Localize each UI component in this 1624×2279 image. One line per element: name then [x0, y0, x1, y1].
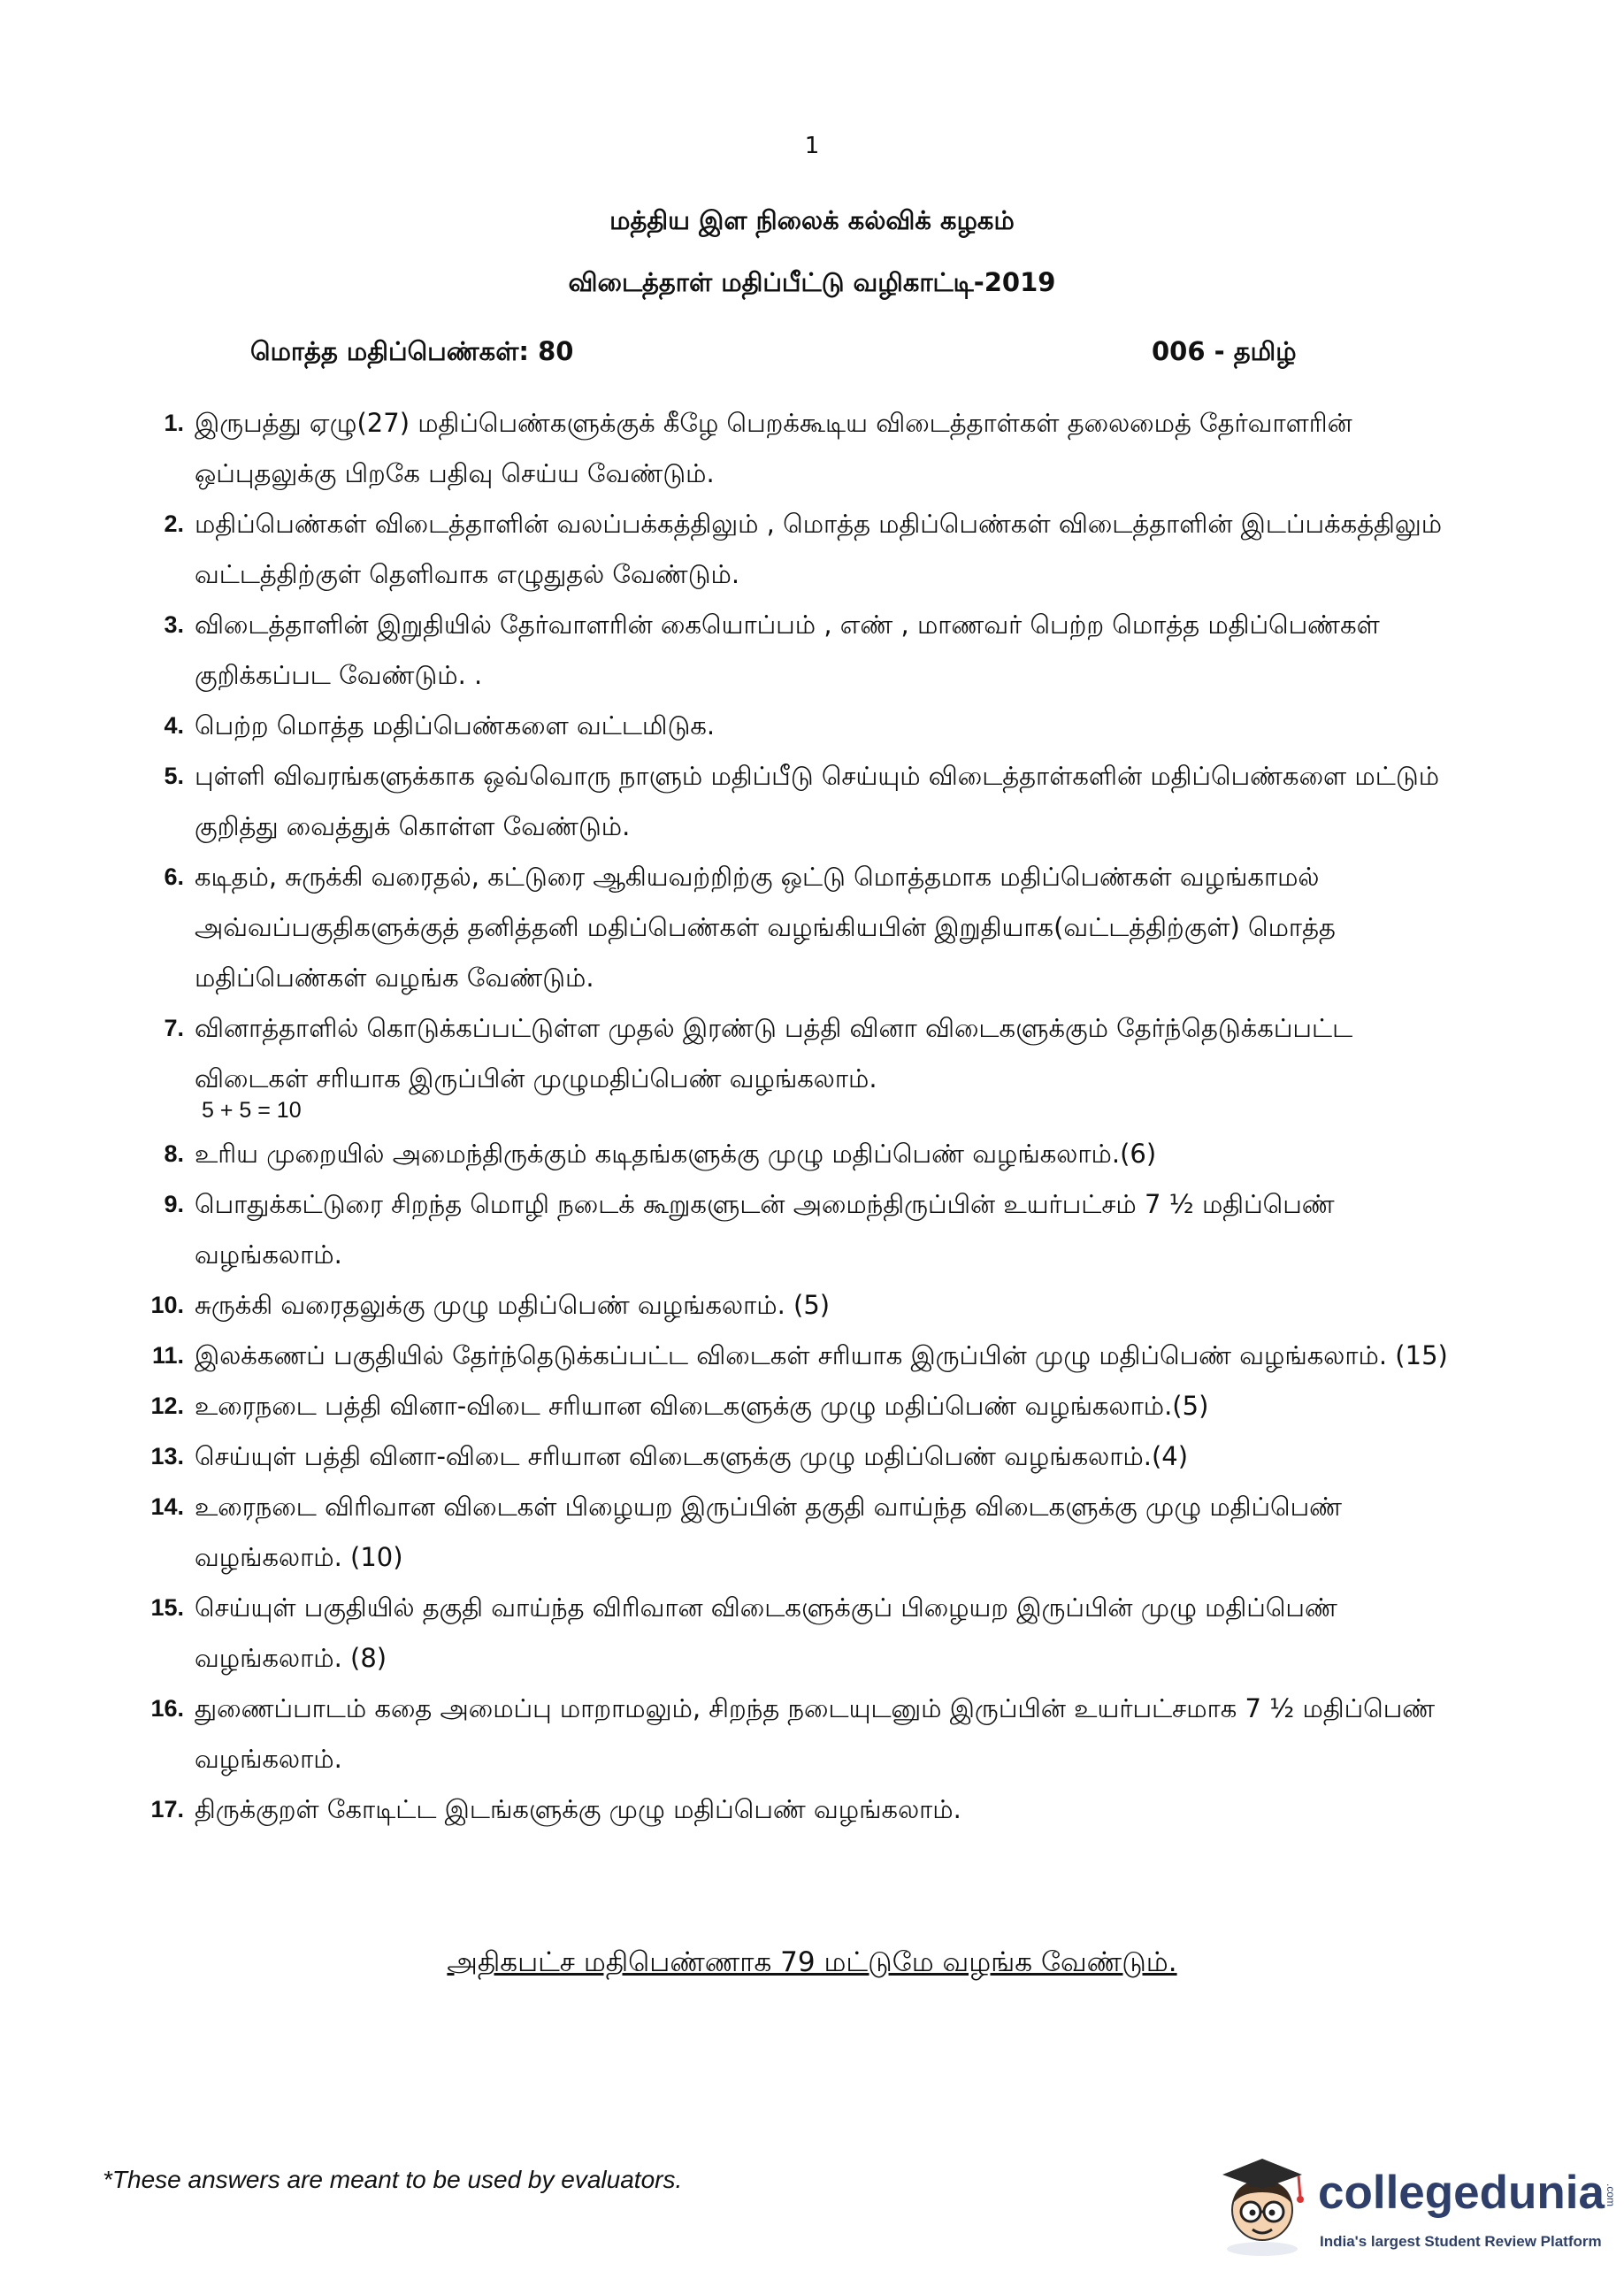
rule-text: உரிய முறையில் அமைந்திருக்கும் கடிதங்களுக்கு முழு மதிப்பெண் வழங்கலாம்.(6) [195, 1139, 1157, 1169]
rule-number: 17. [150, 1796, 184, 1822]
total-marks: மொத்த மதிப்பெண்கள்: 80 [250, 336, 574, 366]
rule-marks-breakdown: 5 + 5 = 10 [202, 1098, 302, 1123]
max-marks-note: அதிகபட்ச மதிபெண்ணாக 79 மட்டுமே வழங்க வேண்டும். [447, 1946, 1177, 1978]
logo-dotcom: .com [1605, 2183, 1617, 2207]
list-item [142, 1280, 1468, 1331]
list-item [142, 398, 1468, 499]
list-item [142, 751, 1468, 852]
rule-text: பெற்ற மொத்த மதிப்பெண்களை வட்டமிடுக. [195, 710, 716, 740]
list-item [142, 1431, 1468, 1482]
rule-text: திருக்குறள் கோடிட்ட இடங்களுக்கு முழு மதிப்பெண் வழங்கலாம். [195, 1794, 961, 1824]
list-item [142, 1003, 1468, 1124]
rule-text: கடிதம், சுருக்கி வரைதல், கட்டுரை ஆகியவற்றிற்கு ஒட்டு மொத்தமாக மதிப்பெண்கள் வழங்காமல் அவ்வப்பகுதிகளுக்குத் தனித்தனி மதிப்பெண்கள் வழங்கியபின் இறுதியாக(வட்டத்திற்குள்) மொத்த மதிப்பெண்கள் வழங்க வேண்டும். [195, 862, 1336, 993]
logo-tagline: India's largest Student Review Platform [1320, 2233, 1602, 2250]
rule-text: செய்யுள் பத்தி வினா-விடை சரியான விடைகளுக்கு முழு மதிப்பெண் வழங்கலாம்.(4) [195, 1441, 1189, 1471]
rule-number: 16. [150, 1695, 184, 1722]
list-item [142, 1583, 1468, 1684]
rule-number: 5. [164, 763, 184, 789]
rule-text: மதிப்பெண்கள் விடைத்தாளின் வலப்பக்கத்திலும் , மொத்த மதிப்பெண்கள் விடைத்தாளின் இடப்பக்கத்திலும் வட்டத்திற்குள் தெளிவாக எழுதுதல் வேண்டும். [195, 509, 1443, 589]
rule-number: 8. [164, 1140, 184, 1167]
rule-text: பொதுக்கட்டுரை சிறந்த மொழி நடைக் கூறுகளுடன் அமைந்திருப்பின் உயர்பட்சம் 7 ½ மதிப்பெண் வழங்கலாம். [195, 1189, 1335, 1270]
list-item [142, 499, 1468, 600]
organization-title: மத்திய இள நிலைக் கல்விக் கழகம் [609, 205, 1015, 235]
rule-text: சுருக்கி வரைதலுக்கு முழு மதிப்பெண் வழங்கலாம். (5) [195, 1290, 831, 1320]
list-item [142, 600, 1468, 701]
rule-text: உரைநடை விரிவான விடைகள் பிழையற இருப்பின் தகுதி வாய்ந்த விடைகளுக்கு முழு மதிப்பெண் வழங்கலாம். (10) [195, 1492, 1343, 1572]
subject-code: 006 - தமிழ் [1152, 336, 1297, 366]
list-item [142, 1179, 1468, 1280]
rule-number: 15. [150, 1594, 184, 1621]
rule-number: 6. [164, 863, 184, 890]
rule-text: துணைப்பாடம் கதை அமைப்பு மாறாமலும், சிறந்த நடையுடனும் இருப்பின் உயர்பட்சமாக 7 ½ மதிப்பெண் வழங்கலாம். [195, 1693, 1436, 1774]
rule-number: 12. [150, 1393, 184, 1419]
rule-text: விடைத்தாளின் இறுதியில் தேர்வாளரின் கையொப்பம் , எண் , மாணவர் பெற்ற மொத்த மதிப்பெண்கள் குறிக்கப்பட வேண்டும். . [195, 610, 1380, 690]
rule-number: 14. [150, 1493, 184, 1520]
rule-text: இலக்கணப் பகுதியில் தேர்ந்தெடுக்கப்பட்ட விடைகள் சரியாக இருப்பின் முழு மதிப்பெண் வழங்கலாம். (15) [195, 1340, 1448, 1370]
rule-text: உரைநடை பத்தி வினா-விடை சரியான விடைகளுக்கு முழு மதிப்பெண் வழங்கலாம்.(5) [195, 1391, 1209, 1421]
rule-text: செய்யுள் பகுதியில் தகுதி வாய்ந்த விரிவான விடைகளுக்குப் பிழையற இருப்பின் முழு மதிப்பெண் வழங்கலாம். (8) [195, 1592, 1337, 1673]
rules-list [142, 398, 1468, 1835]
rule-number: 7. [164, 1015, 184, 1041]
rule-text: இருபத்து ஏழு(27) மதிப்பெண்களுக்குக் கீழே பெறக்கூடிய விடைத்தாள்கள் தலைமைத் தேர்வாளரின் ஒப்புதலுக்கு பிறகே பதிவு செய்ய வேண்டும். [195, 408, 1352, 488]
page-number: 1 [804, 133, 820, 159]
rule-number: 10. [150, 1292, 184, 1318]
list-item [142, 1381, 1468, 1431]
evaluator-footnote: *These answers are meant to be used by evaluators. [103, 2166, 683, 2193]
rule-number: 3. [164, 611, 184, 638]
document-title: விடைத்தாள் மதிப்பீட்டு வழிகாட்டி-2019 [568, 267, 1056, 297]
list-item [142, 1331, 1468, 1381]
rule-text: வினாத்தாளில் கொடுக்கப்பட்டுள்ள முதல் இரண்டு பத்தி வினா விடைகளுக்கும் தேர்ந்தெடுக்கப்பட்ட விடைகள் சரியாக இருப்பின் முழுமதிப்பெண் வழங்கலாம். [195, 1013, 1353, 1093]
rule-number: 4. [164, 712, 184, 739]
list-item [142, 1684, 1468, 1784]
list-item [142, 701, 1468, 751]
rule-number: 2. [164, 510, 184, 537]
list-item [142, 1482, 1468, 1583]
collegedunia-logo[interactable] [1214, 2152, 1620, 2258]
list-item [142, 852, 1468, 1003]
logo-wordmark: collegedunia [1318, 2167, 1605, 2219]
list-item [142, 1784, 1468, 1835]
rule-number: 11. [151, 1342, 184, 1369]
rule-number: 1. [164, 410, 184, 436]
list-item [142, 1129, 1468, 1179]
rule-text: புள்ளி விவரங்களுக்காக ஒவ்வொரு நாளும் மதிப்பீடு செய்யும் விடைத்தாள்களின் மதிப்பெண்களை மட்டும் குறித்து வைத்துக் கொள்ள வேண்டும். [195, 761, 1440, 841]
rule-number: 13. [150, 1443, 184, 1469]
rule-number: 9. [164, 1191, 184, 1217]
student-mascot-icon [1214, 2152, 1311, 2258]
